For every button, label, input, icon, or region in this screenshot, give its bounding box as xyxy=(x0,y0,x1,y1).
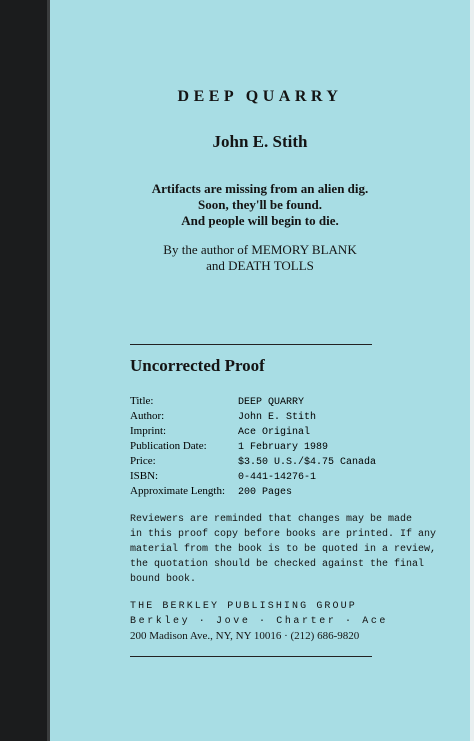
notice-line: Reviewers are reminded that changes may be made xyxy=(130,514,413,525)
detail-value: Ace Original xyxy=(238,427,311,438)
divider-bottom xyxy=(130,656,372,657)
detail-label: Author: xyxy=(130,410,165,422)
detail-label: Price: xyxy=(130,455,156,467)
notice-line: in this proof copy before books are printed. If any xyxy=(130,529,437,540)
detail-value: John E. Stith xyxy=(238,412,317,423)
detail-row xyxy=(130,482,376,497)
details-table xyxy=(130,392,376,497)
book-spine xyxy=(0,0,50,741)
tagline-line: And people will begin to die. xyxy=(181,213,339,228)
detail-value: $3.50 U.S./$4.75 Canada xyxy=(238,457,377,468)
byline xyxy=(50,242,470,274)
detail-label: ISBN: xyxy=(130,470,159,482)
tagline-line: Soon, they'll be found. xyxy=(198,197,322,212)
notice-line: bound book. xyxy=(130,574,197,585)
book-title: DEEP QUARRY xyxy=(177,88,343,105)
notice-line: the quotation should be checked against the final xyxy=(130,559,425,570)
detail-row xyxy=(130,422,376,437)
tagline-line: Artifacts are missing from an alien dig. xyxy=(151,181,369,196)
book-author: John E. Stith xyxy=(212,132,308,151)
detail-label: Publication Date: xyxy=(130,440,207,452)
page-edge xyxy=(470,0,474,741)
detail-value: 1 February 1989 xyxy=(238,442,329,453)
publisher-imprints: Berkley · Jove · Charter · Ace xyxy=(130,616,389,627)
proof-heading: Uncorrected Proof xyxy=(130,356,265,375)
publisher-block xyxy=(130,599,389,644)
reviewer-notice xyxy=(130,512,437,587)
detail-row xyxy=(130,407,376,422)
publisher-name: THE BERKLEY PUBLISHING GROUP xyxy=(130,601,357,612)
detail-value: DEEP QUARRY xyxy=(238,397,305,408)
divider-top xyxy=(130,344,372,345)
detail-label: Imprint: xyxy=(130,425,167,437)
detail-value: 200 Pages xyxy=(238,487,293,498)
detail-label: Approximate Length: xyxy=(130,485,226,497)
detail-label: Title: xyxy=(130,395,154,407)
detail-value: 0-441-14276-1 xyxy=(238,472,317,483)
detail-row xyxy=(130,392,376,407)
byline-line: By the author of MEMORY BLANK xyxy=(163,242,357,257)
tagline xyxy=(50,181,470,229)
detail-row xyxy=(130,452,376,467)
byline-line: and DEATH TOLLS xyxy=(206,258,314,273)
detail-row xyxy=(130,437,376,452)
notice-line: material from the book is to be quoted in a review, xyxy=(130,544,437,555)
publisher-address: 200 Madison Ave., NY, NY 10016 · (212) 686-9820 xyxy=(130,630,360,642)
